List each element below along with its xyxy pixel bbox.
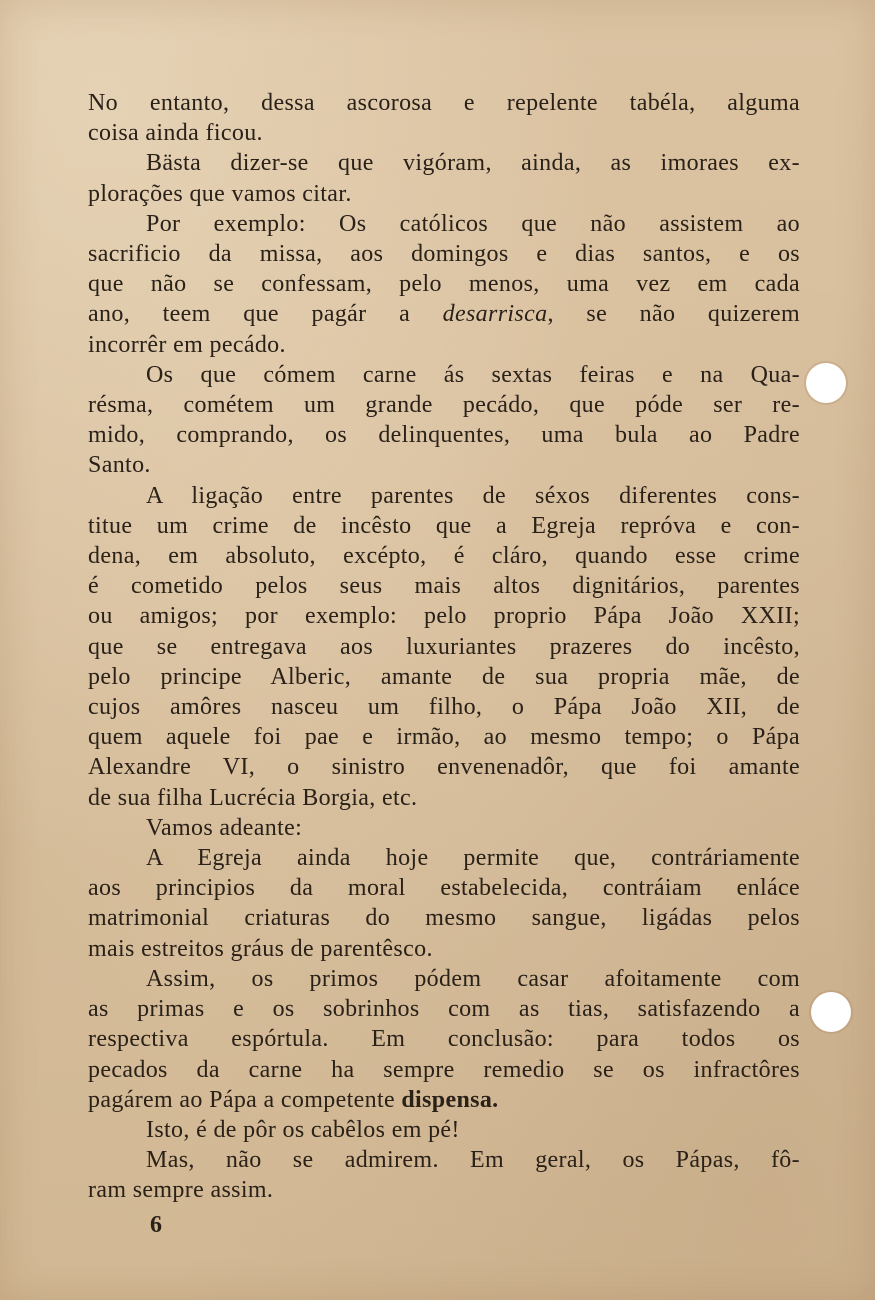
text-line	[88, 299, 800, 329]
text-line: No entanto, dessa ascorosa e repelente tabéla, alguma	[88, 90, 800, 116]
text-line: respectiva espórtula. Em conclusão: para todos os	[88, 1026, 800, 1053]
text-line: dena, em absoluto, excépto, é cláro, quando esse crime	[88, 543, 800, 570]
text-line: coisa ainda ficou.	[88, 120, 263, 147]
text-line: pelo principe Alberic, amante de sua propria mãe, de	[88, 663, 800, 690]
paragraph-start-line: A ligação entre parentes de séxos diferentes cons-	[146, 482, 800, 509]
text-line: ou amigos; por exemplo: pelo proprio Pápa João XXII;	[88, 603, 800, 630]
text-line: quem aquele foi pae e irmão, ao mesmo tempo; o Pápa	[88, 724, 800, 751]
italic-term: desarrisca	[442, 301, 548, 328]
paragraph-start-line: Bästa dizer-se que vigóram, ainda, as imoraes ex-	[146, 150, 800, 177]
text-line: Santo.	[88, 452, 151, 479]
text-line: ram sempre assim.	[88, 1177, 274, 1204]
page-body-text	[88, 88, 800, 1206]
text-line: que não se confessam, pelo menos, uma vez em cada	[88, 271, 800, 298]
paragraph-start-line: Assim, os primos pódem casar afoitamente com	[146, 965, 800, 992]
paragraph-start-line: Isto, é de pôr os cabêlos em pé!	[146, 1116, 460, 1143]
text-line: plorações que vamos citar.	[88, 180, 352, 207]
text-line: résma, cométem um grande pecádo, que póde ser re-	[88, 392, 800, 419]
paragraph-start-line: Por exemplo: Os católicos que não assistem ao	[146, 210, 800, 237]
text-line: que se entregava aos luxuriantes prazeres do incêsto,	[88, 633, 800, 660]
punch-hole	[811, 992, 851, 1032]
paragraph-start-line: Vamos adeante:	[146, 814, 303, 841]
text-line: cujos amôres nasceu um filho, o Pápa João XII, de	[88, 694, 800, 721]
text-line: aos principios da moral estabelecida, contráiam enláce	[88, 875, 800, 902]
paragraph-start-line: Os que cómem carne ás sextas feiras e na Qua-	[146, 361, 800, 388]
text-line: mido, comprando, os delinquentes, uma bula ao Padre	[88, 422, 800, 449]
text-line: sacrificio da missa, aos domingos e dias santos, e os	[88, 241, 800, 268]
text-fragment: pagárem ao Pápa a competente	[88, 1086, 402, 1113]
text-line: Alexandre VI, o sinistro envenenadôr, que foi amante	[88, 754, 800, 781]
text-line: matrimonial criaturas do mesmo sangue, ligádas pelos	[88, 905, 800, 932]
text-line: pecados da carne ha sempre remedio se os infractôres	[88, 1056, 800, 1083]
text-line: incorrêr em pecádo.	[88, 331, 286, 358]
bold-term: dispensa.	[401, 1086, 499, 1113]
text-line: titue um crime de incêsto que a Egreja repróva e con-	[88, 512, 800, 539]
text-line: mais estreitos gráus de parentêsco.	[88, 935, 433, 962]
paragraph-start-line: A Egreja ainda hoje permite que, contráriamente	[146, 845, 800, 872]
text-line	[88, 1085, 800, 1115]
text-line: as primas e os sobrinhos com as tias, satisfazendo a	[88, 996, 800, 1023]
punch-hole	[806, 363, 846, 403]
text-line: é cometido pelos seus mais altos dignitários, parentes	[88, 573, 800, 600]
paragraph-start-line: Mas, não se admirem. Em geral, os Pápas, fô-	[146, 1147, 800, 1174]
text-line: de sua filha Lucrécia Borgia, etc.	[88, 784, 418, 811]
text-fragment: , se não quizerem	[547, 301, 800, 328]
page-number: 6	[150, 1212, 162, 1238]
text-fragment: ano, teem que pagár a	[88, 301, 443, 328]
